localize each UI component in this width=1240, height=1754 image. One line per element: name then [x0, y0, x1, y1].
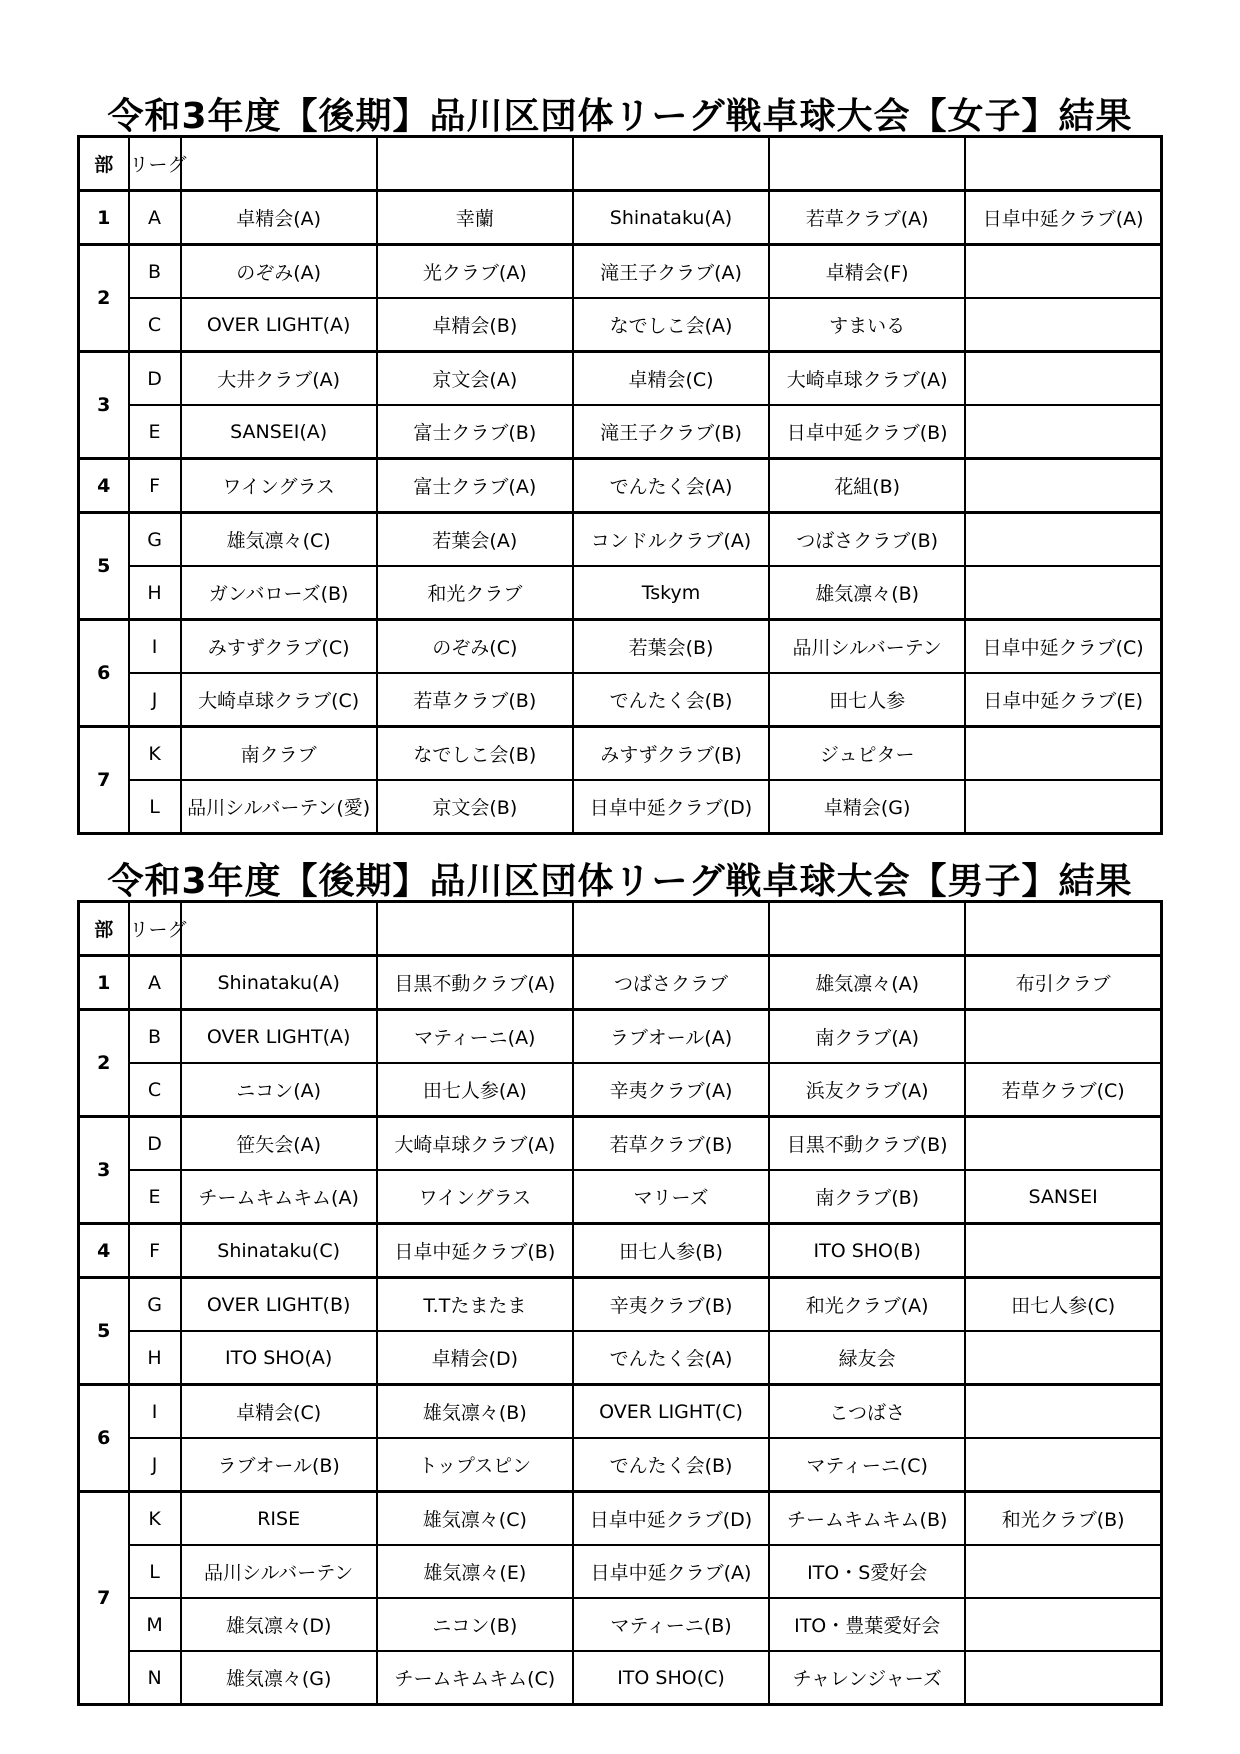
header-team-cell	[181, 137, 377, 191]
league-row	[79, 1438, 1162, 1492]
team-cell: 卓精会(G)	[769, 780, 965, 834]
team-cell: マティーニ(B)	[573, 1598, 769, 1651]
men-title: 令和3年度【後期】品川区団体リーグ戦卓球大会【男子】結果	[107, 861, 1133, 902]
team-cell: ITO・豊葉愛好会	[769, 1598, 965, 1651]
header-team-cell	[769, 902, 965, 956]
team-cell: トップスピン	[377, 1438, 573, 1492]
team-cell: 布引クラブ	[965, 956, 1161, 1010]
team-cell: 富士クラブ(B)	[377, 405, 573, 459]
team-cell: ITO SHO(C)	[573, 1651, 769, 1705]
team-cell	[965, 780, 1161, 834]
team-cell: 南クラブ	[181, 727, 377, 781]
league-row	[79, 245, 1162, 299]
league-letter: M	[129, 1598, 181, 1651]
team-cell: 京文会(A)	[377, 352, 573, 406]
league-letter: N	[129, 1651, 181, 1705]
team-cell	[965, 459, 1161, 513]
league-letter: A	[129, 956, 181, 1010]
team-cell: 雄気凛々(A)	[769, 956, 965, 1010]
team-cell	[965, 298, 1161, 352]
team-cell: 品川シルバーテン(愛)	[181, 780, 377, 834]
team-cell: 雄気凛々(C)	[377, 1492, 573, 1546]
team-cell: 浜友クラブ(A)	[769, 1063, 965, 1117]
team-cell: 和光クラブ(B)	[965, 1492, 1161, 1546]
team-cell: ITO・S愛好会	[769, 1545, 965, 1598]
league-row	[79, 673, 1162, 727]
team-cell: ラブオール(A)	[573, 1010, 769, 1064]
league-row	[79, 1598, 1162, 1651]
team-cell: 花組(B)	[769, 459, 965, 513]
team-cell: 大崎卓球クラブ(C)	[181, 673, 377, 727]
league-letter: D	[129, 352, 181, 406]
header-team-cell	[377, 137, 573, 191]
team-cell	[965, 1117, 1161, 1171]
team-cell: 南クラブ(A)	[769, 1010, 965, 1064]
team-cell: チームキムキム(A)	[181, 1170, 377, 1224]
team-cell: 日卓中延クラブ(A)	[965, 191, 1161, 245]
division-number: 4	[79, 459, 129, 513]
league-letter: F	[129, 459, 181, 513]
team-cell: 品川シルバーテン	[181, 1545, 377, 1598]
team-cell: なでしこ会(B)	[377, 727, 573, 781]
team-cell: マリーズ	[573, 1170, 769, 1224]
team-cell: ジュピター	[769, 727, 965, 781]
team-cell: のぞみ(A)	[181, 245, 377, 299]
division-number: 2	[79, 1010, 129, 1117]
header-team-cell	[573, 902, 769, 956]
team-cell	[965, 1010, 1161, 1064]
team-cell	[965, 1438, 1161, 1492]
team-cell: ラブオール(B)	[181, 1438, 377, 1492]
header-team-cell	[965, 137, 1161, 191]
header-team-cell	[181, 902, 377, 956]
league-row	[79, 352, 1162, 406]
team-cell: 若草クラブ(B)	[573, 1117, 769, 1171]
division-number: 3	[79, 352, 129, 459]
team-cell: T.Tたまたま	[377, 1278, 573, 1332]
team-cell: ガンバローズ(B)	[181, 566, 377, 620]
team-cell: 卓精会(C)	[573, 352, 769, 406]
league-letter: J	[129, 673, 181, 727]
league-letter: G	[129, 1278, 181, 1332]
team-cell	[965, 405, 1161, 459]
league-letter: E	[129, 1170, 181, 1224]
league-letter: B	[129, 245, 181, 299]
league-letter: I	[129, 1385, 181, 1439]
team-cell: 田七人参(B)	[573, 1224, 769, 1278]
league-row	[79, 191, 1162, 245]
division-number: 4	[79, 1224, 129, 1278]
team-cell	[965, 1385, 1161, 1439]
team-cell: 緑友会	[769, 1331, 965, 1385]
league-letter: B	[129, 1010, 181, 1064]
league-row	[79, 780, 1162, 834]
division-number: 1	[79, 956, 129, 1010]
team-cell: 幸蘭	[377, 191, 573, 245]
league-header: リーグ	[129, 902, 181, 956]
league-row	[79, 1331, 1162, 1385]
team-cell: マティーニ(C)	[769, 1438, 965, 1492]
league-letter: C	[129, 298, 181, 352]
team-cell: OVER LIGHT(A)	[181, 298, 377, 352]
team-cell: コンドルクラブ(A)	[573, 513, 769, 567]
header-team-cell	[965, 902, 1161, 956]
league-letter: C	[129, 1063, 181, 1117]
league-row	[79, 1063, 1162, 1117]
team-cell: みすずクラブ(B)	[573, 727, 769, 781]
division-number: 3	[79, 1117, 129, 1224]
league-letter: H	[129, 1331, 181, 1385]
league-row	[79, 459, 1162, 513]
team-cell	[965, 513, 1161, 567]
header-team-cell	[377, 902, 573, 956]
division-number: 2	[79, 245, 129, 352]
header-row	[79, 902, 1162, 956]
team-cell: 田七人参(C)	[965, 1278, 1161, 1332]
team-cell: 富士クラブ(A)	[377, 459, 573, 513]
team-cell: マティーニ(A)	[377, 1010, 573, 1064]
division-number: 5	[79, 513, 129, 620]
league-letter: F	[129, 1224, 181, 1278]
women-results-table	[77, 135, 1163, 835]
team-cell: OVER LIGHT(B)	[181, 1278, 377, 1332]
men-results-table	[77, 900, 1163, 1706]
header-team-cell	[573, 137, 769, 191]
team-cell: 卓精会(A)	[181, 191, 377, 245]
league-letter: I	[129, 620, 181, 674]
league-row	[79, 513, 1162, 567]
team-cell: 滝王子クラブ(A)	[573, 245, 769, 299]
team-cell	[965, 1331, 1161, 1385]
league-row	[79, 298, 1162, 352]
team-cell: チャレンジャーズ	[769, 1651, 965, 1705]
team-cell: 田七人参(A)	[377, 1063, 573, 1117]
team-cell: 笹矢会(A)	[181, 1117, 377, 1171]
division-number: 6	[79, 620, 129, 727]
team-cell: 品川シルバーテン	[769, 620, 965, 674]
team-cell: 日卓中延クラブ(B)	[377, 1224, 573, 1278]
league-letter: L	[129, 780, 181, 834]
women-title: 令和3年度【後期】品川区団体リーグ戦卓球大会【女子】結果	[107, 96, 1133, 137]
league-letter: K	[129, 727, 181, 781]
team-cell: 辛夷クラブ(B)	[573, 1278, 769, 1332]
team-cell: 大崎卓球クラブ(A)	[769, 352, 965, 406]
league-row	[79, 566, 1162, 620]
division-number: 1	[79, 191, 129, 245]
header-row	[79, 137, 1162, 191]
division-number: 5	[79, 1278, 129, 1385]
league-letter: G	[129, 513, 181, 567]
team-cell: OVER LIGHT(C)	[573, 1385, 769, 1439]
league-row	[79, 1224, 1162, 1278]
league-row	[79, 1385, 1162, 1439]
team-cell: ITO SHO(A)	[181, 1331, 377, 1385]
league-row	[79, 1010, 1162, 1064]
bu-header: 部	[79, 902, 129, 956]
team-cell: 雄気凛々(B)	[769, 566, 965, 620]
league-letter: E	[129, 405, 181, 459]
division-number: 6	[79, 1385, 129, 1492]
league-row	[79, 405, 1162, 459]
team-cell: 日卓中延クラブ(D)	[573, 1492, 769, 1546]
team-cell: Shinataku(A)	[573, 191, 769, 245]
league-row	[79, 1117, 1162, 1171]
team-cell: 目黒不動クラブ(A)	[377, 956, 573, 1010]
team-cell: 雄気凛々(G)	[181, 1651, 377, 1705]
league-letter: L	[129, 1545, 181, 1598]
team-cell: すまいる	[769, 298, 965, 352]
team-cell: みすずクラブ(C)	[181, 620, 377, 674]
team-cell: 日卓中延クラブ(C)	[965, 620, 1161, 674]
league-header: リーグ	[129, 137, 181, 191]
league-row	[79, 1545, 1162, 1598]
team-cell: SANSEI	[965, 1170, 1161, 1224]
bu-header: 部	[79, 137, 129, 191]
team-cell: つばさクラブ	[573, 956, 769, 1010]
team-cell: ワイングラス	[377, 1170, 573, 1224]
league-row	[79, 1278, 1162, 1332]
team-cell: 京文会(B)	[377, 780, 573, 834]
team-cell: Shinataku(C)	[181, 1224, 377, 1278]
team-cell: 和光クラブ	[377, 566, 573, 620]
team-cell: 卓精会(B)	[377, 298, 573, 352]
team-cell: のぞみ(C)	[377, 620, 573, 674]
team-cell: チームキムキム(C)	[377, 1651, 573, 1705]
team-cell: 日卓中延クラブ(B)	[769, 405, 965, 459]
team-cell: Tskym	[573, 566, 769, 620]
team-cell: 大井クラブ(A)	[181, 352, 377, 406]
team-cell: Shinataku(A)	[181, 956, 377, 1010]
team-cell: なでしこ会(A)	[573, 298, 769, 352]
header-team-cell	[769, 137, 965, 191]
team-cell: 日卓中延クラブ(A)	[573, 1545, 769, 1598]
division-number: 7	[79, 727, 129, 834]
team-cell: 卓精会(D)	[377, 1331, 573, 1385]
team-cell: つばさクラブ(B)	[769, 513, 965, 567]
team-cell: でんたく会(A)	[573, 459, 769, 513]
team-cell: 南クラブ(B)	[769, 1170, 965, 1224]
team-cell: 大崎卓球クラブ(A)	[377, 1117, 573, 1171]
team-cell: 日卓中延クラブ(E)	[965, 673, 1161, 727]
team-cell: 光クラブ(A)	[377, 245, 573, 299]
league-row	[79, 620, 1162, 674]
team-cell: でんたく会(B)	[573, 1438, 769, 1492]
team-cell: こつばさ	[769, 1385, 965, 1439]
team-cell: チームキムキム(B)	[769, 1492, 965, 1546]
team-cell	[965, 1224, 1161, 1278]
team-cell: 卓精会(C)	[181, 1385, 377, 1439]
team-cell: 雄気凛々(B)	[377, 1385, 573, 1439]
team-cell	[965, 1598, 1161, 1651]
team-cell	[965, 727, 1161, 781]
team-cell: 若草クラブ(B)	[377, 673, 573, 727]
team-cell: 雄気凛々(C)	[181, 513, 377, 567]
team-cell: 雄気凛々(D)	[181, 1598, 377, 1651]
team-cell	[965, 1545, 1161, 1598]
team-cell: 雄気凛々(E)	[377, 1545, 573, 1598]
team-cell	[965, 352, 1161, 406]
team-cell: 若葉会(A)	[377, 513, 573, 567]
team-cell: 滝王子クラブ(B)	[573, 405, 769, 459]
team-cell: 日卓中延クラブ(D)	[573, 780, 769, 834]
league-row	[79, 1170, 1162, 1224]
team-cell: 和光クラブ(A)	[769, 1278, 965, 1332]
team-cell: でんたく会(B)	[573, 673, 769, 727]
team-cell: RISE	[181, 1492, 377, 1546]
league-letter: A	[129, 191, 181, 245]
team-cell: 目黒不動クラブ(B)	[769, 1117, 965, 1171]
team-cell: でんたく会(A)	[573, 1331, 769, 1385]
team-cell	[965, 1651, 1161, 1705]
league-letter: D	[129, 1117, 181, 1171]
league-letter: H	[129, 566, 181, 620]
team-cell	[965, 566, 1161, 620]
league-row	[79, 727, 1162, 781]
team-cell: SANSEI(A)	[181, 405, 377, 459]
team-cell: 若草クラブ(C)	[965, 1063, 1161, 1117]
team-cell	[965, 245, 1161, 299]
league-row	[79, 956, 1162, 1010]
team-cell: ITO SHO(B)	[769, 1224, 965, 1278]
team-cell: 卓精会(F)	[769, 245, 965, 299]
team-cell: ニコン(A)	[181, 1063, 377, 1117]
league-letter: J	[129, 1438, 181, 1492]
league-row	[79, 1651, 1162, 1705]
team-cell: ニコン(B)	[377, 1598, 573, 1651]
team-cell: 若葉会(B)	[573, 620, 769, 674]
league-letter: K	[129, 1492, 181, 1546]
team-cell: 辛夷クラブ(A)	[573, 1063, 769, 1117]
team-cell: 田七人参	[769, 673, 965, 727]
team-cell: 若草クラブ(A)	[769, 191, 965, 245]
league-row	[79, 1492, 1162, 1546]
division-number: 7	[79, 1492, 129, 1705]
team-cell: ワイングラス	[181, 459, 377, 513]
team-cell: OVER LIGHT(A)	[181, 1010, 377, 1064]
